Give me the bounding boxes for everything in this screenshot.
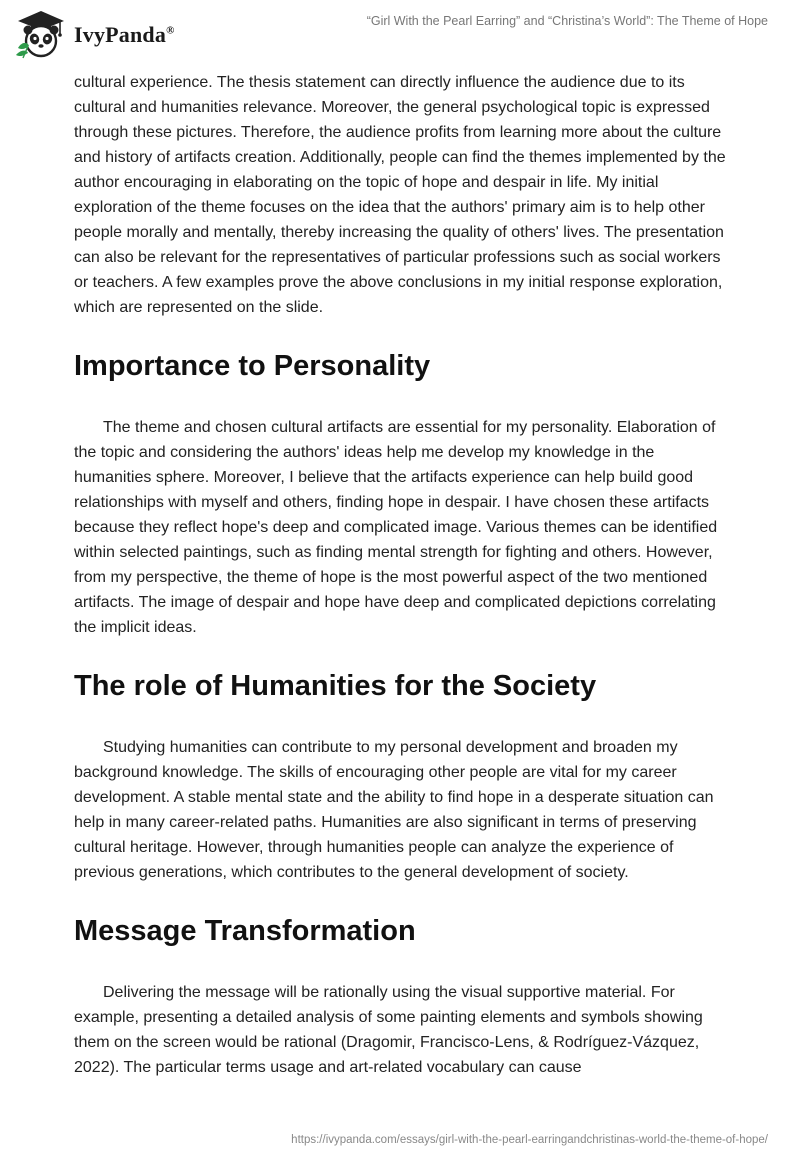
section-paragraph-importance: The theme and chosen cultural artifacts are essential for my personality. Elaboration of the topic and considering the authors' ideas help me develop my knowledge in the humanities sphere. Moreover, I believe that the artifacts experience can help build good relationships with myself and others, finding hope in despair. I have chosen these artifacts because they reflect hope's deep and complicated image. Various themes can be identified within selected paintings, such as finding mental strength for fighting and others. However, from my perspective, the theme of hope is the most powerful aspect of the two mentioned artifacts. The image of despair and hope have deep and complicated depictions correlating the implicit ideas.	[74, 419, 718, 636]
ivypanda-logo[interactable]	[14, 8, 175, 62]
section-heading-message: Message Transformation	[74, 915, 416, 947]
logo-wordmark: IvyPanda®	[74, 22, 175, 47]
section-paragraph-message: Delivering the message will be rationally using the visual supportive material. For example, presenting a detailed analysis of some painting elements and symbols showing them on the screen would be rational (Dragomir, Francisco-Lens, & Rodríguez-Vázquez, 2022). The particular terms usage and art-related vocabulary can cause	[74, 984, 703, 1076]
section-heading-importance: Importance to Personality	[74, 350, 431, 382]
page-header	[0, 0, 800, 70]
section-heading-humanities: The role of Humanities for the Society	[74, 670, 597, 702]
source-url[interactable]: https://ivypanda.com/essays/girl-with-the-pearl-earringandchristinas-world-the-theme-of-hope/	[291, 1134, 768, 1146]
essay-body	[74, 70, 734, 1080]
document-title: “Girl With the Pearl Earring” and “Christina’s World”: The Theme of Hope	[366, 14, 768, 28]
section-paragraph-humanities: Studying humanities can contribute to my personal development and broaden my background knowledge. The skills of encouraging other people are vital for my career development. A stable mental state and the ability to find hope in a desperate situation can help in many career-related paths. Humanities are also significant in terms of preserving cultural heritage. However, through humanities people can analyze the experience of previous generations, which contributes to the general development of society.	[74, 739, 714, 881]
panda-graduate-icon	[14, 8, 68, 62]
intro-paragraph: cultural experience. The thesis statement can directly influence the audience due to its cultural and humanities relevance. Moreover, the general psychological topic is expressed through these pictures. Therefore, the audience profits from learning more about the culture and history of artifacts creation. Additionally, people can find the themes implemented by the author encouraging in elaborating on the topic of hope and despair in life. My initial exploration of the theme focuses on the idea that the authors' primary aim is to help other people morally and mentally, thereby increasing the quality of others' lives. The presentation can also be relevant for the representatives of particular professions such as social workers or teachers. A few examples prove the above conclusions in my initial response exploration, which are represented on the slide.	[74, 74, 726, 316]
